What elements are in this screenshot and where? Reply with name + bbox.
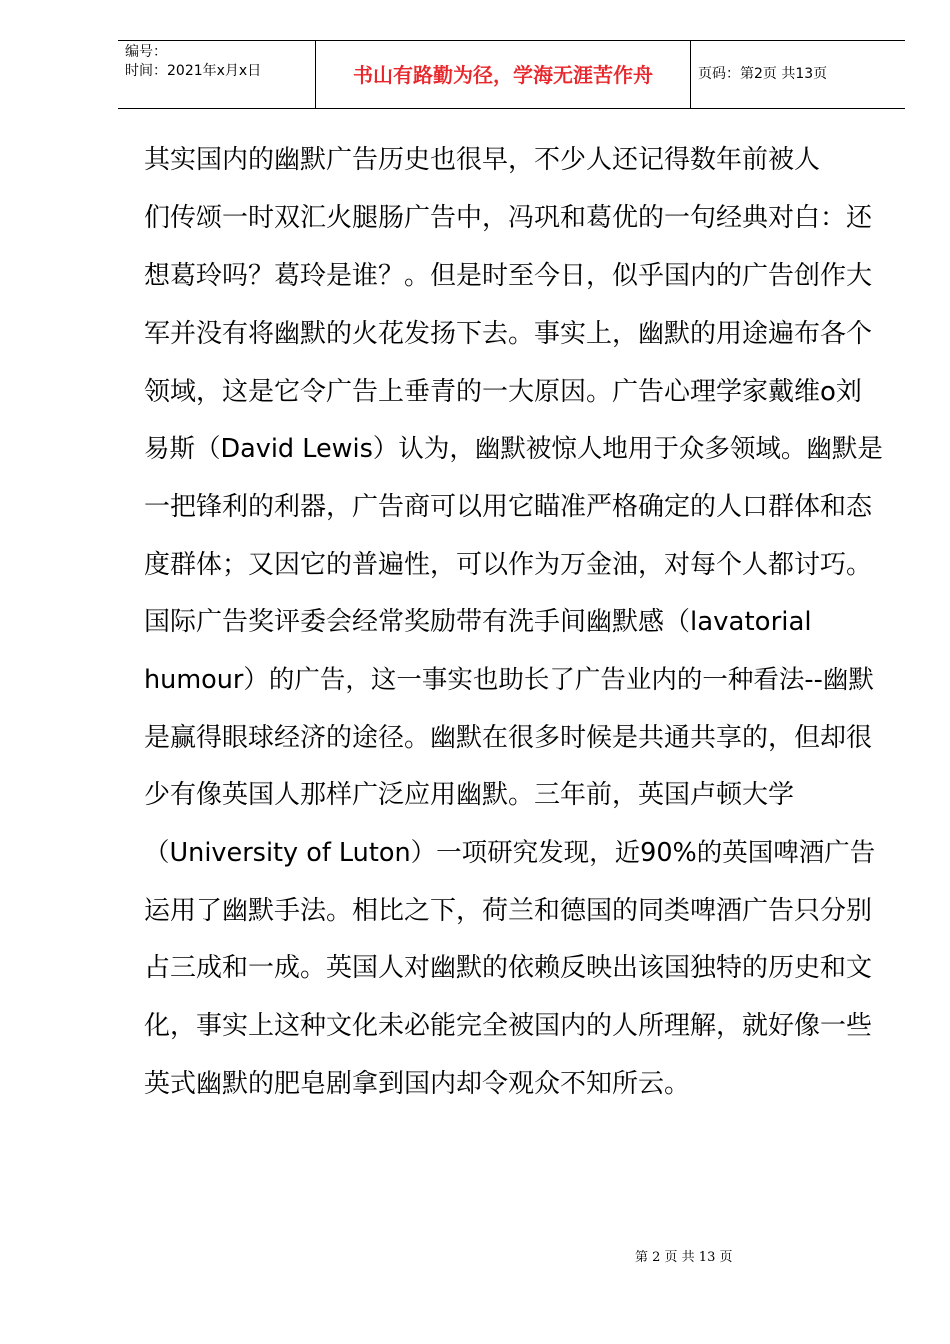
paragraph-line: 化，事实上这种文化未必能完全被国内的人所理解，就好像一些 — [144, 1011, 873, 1041]
paragraph-line: 一把锋利的利器，广告商可以用它瞄准严格确定的人口群体和态 — [144, 492, 873, 522]
paragraph-line: 领域，这是它令广告上垂青的一大原因。广告心理学家戴维ο刘 — [144, 377, 862, 407]
header-page-cell — [691, 41, 905, 108]
page-footer: 第 2 页 共 13 页 — [635, 1250, 733, 1265]
paragraph-line: 想葛玲吗？葛玲是谁？。但是时至今日，似乎国内的广告创作大 — [144, 261, 873, 291]
paragraph-line: 其实国内的幽默广告历史也很早，不少人还记得数年前被人 — [144, 145, 821, 175]
header-meta-cell — [118, 41, 316, 108]
paragraph-line: 军并没有将幽默的火花发扬下去。事实上，幽默的用途遍布各个 — [144, 319, 873, 349]
paragraph-line: 度群体；又因它的普遍性，可以作为万金油，对每个人都讨巧。 — [144, 550, 873, 580]
header-page-info: 页码：第2页 共13页 — [698, 66, 828, 82]
paragraph-line: 们传颂一时双汇火腿肠广告中，冯巩和葛优的一句经典对白：还 — [144, 203, 873, 233]
paragraph-line: 少有像英国人那样广泛应用幽默。三年前，英国卢顿大学 — [144, 780, 795, 810]
header-motto: 书山有路勤为径，学海无涯苦作舟 — [353, 63, 653, 87]
document-number-label: 编号： — [125, 44, 167, 60]
paragraph-line: （University of Luton）一项研究发现，近90%的英国啤酒广告 — [144, 838, 876, 868]
paragraph-line: 占三成和一成。英国人对幽默的依赖反映出该国独特的历史和文 — [144, 953, 873, 983]
paragraph-line: 运用了幽默手法。相比之下，荷兰和德国的同类啤酒广告只分别 — [144, 896, 873, 926]
paragraph-line: humour）的广告，这一事实也助长了广告业内的一种看法--幽默 — [144, 665, 874, 695]
document-time-label: 时间：2021年x月x日 — [125, 63, 262, 79]
page-header — [118, 40, 905, 109]
paragraph-line: 英式幽默的肥皂剧拿到国内却令观众不知所云。 — [144, 1069, 691, 1099]
paragraph-line: 易斯（David Lewis）认为，幽默被惊人地用于众多领域。幽默是 — [144, 434, 883, 464]
header-motto-cell — [316, 41, 691, 108]
paragraph-line: 是赢得眼球经济的途径。幽默在很多时候是共通共享的，但却很 — [144, 723, 873, 753]
paragraph-line: 国际广告奖评委会经常奖励带有洗手间幽默感（lavatorial — [144, 607, 812, 637]
